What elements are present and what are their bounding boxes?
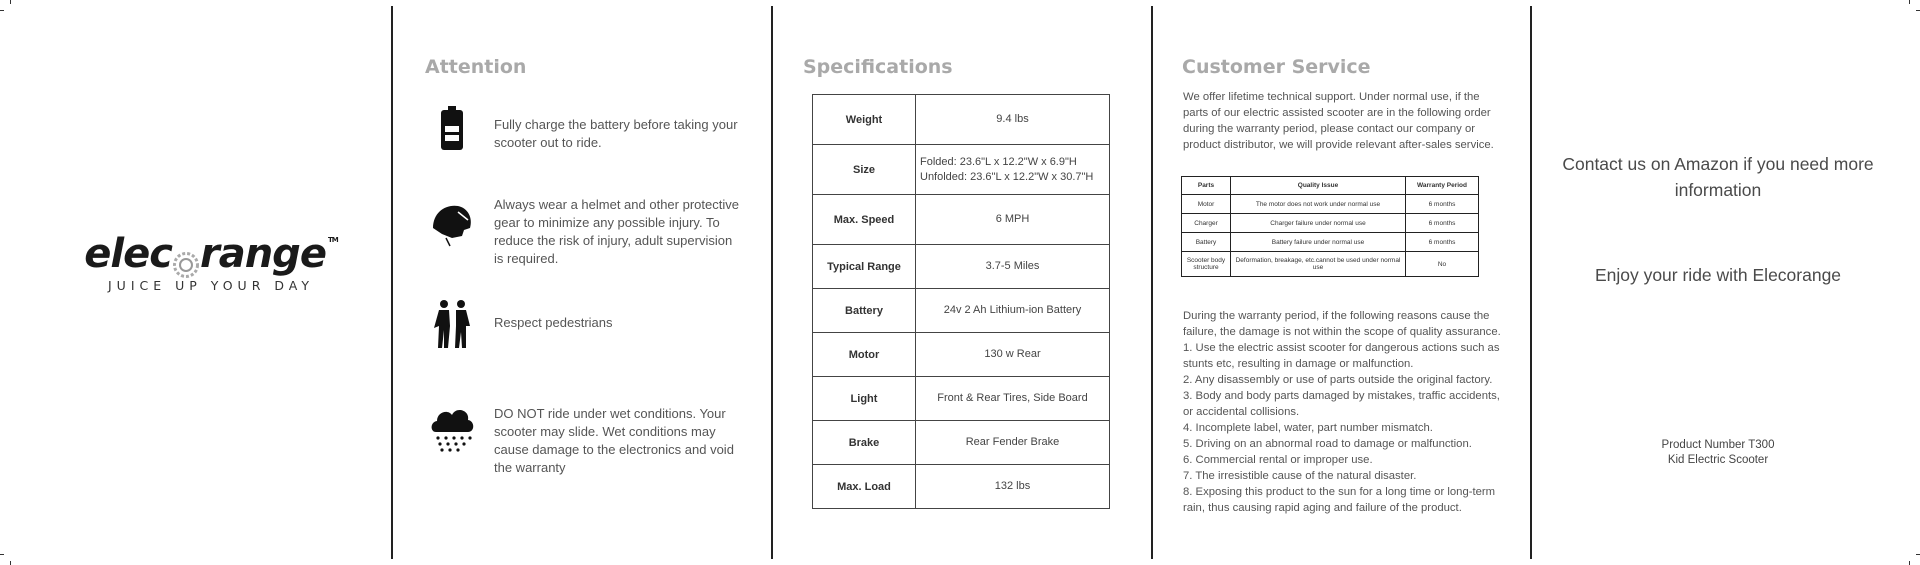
list-item: 1. Use the electric assist scooter for dangerous actions such as stunts etc, resulting in damage or malfunction. (1183, 342, 1500, 370)
table-cell: Scooter body structure (1182, 252, 1231, 277)
spec-value: 9.4 lbs (916, 95, 1110, 145)
panel-divider (1530, 6, 1532, 559)
table-row (813, 145, 1110, 195)
table-cell: No (1406, 252, 1479, 277)
list-item: 6. Commercial rental or improper use. (1183, 454, 1373, 466)
spec-label: Size (813, 145, 916, 195)
crop-mark (10, 561, 11, 565)
table-row (813, 377, 1110, 421)
panel-divider (1151, 6, 1153, 559)
table-header-cell: Parts (1182, 177, 1231, 195)
table-row (813, 195, 1110, 245)
list-item: 8. Exposing this product to the sun for a long time or long-term rain, thus causing rapid aging and failure of the product. (1183, 486, 1496, 514)
attention-item-text: Fully charge the battery before taking your scooter out to ride. (494, 117, 738, 150)
table-cell: 6 months (1406, 195, 1479, 214)
spec-value: Rear Fender Brake (916, 421, 1110, 465)
specifications-table (812, 94, 1110, 509)
product-name: Kid Electric Scooter (1667, 454, 1769, 466)
rain-cloud-icon (428, 400, 476, 452)
table-cell: Deformation, breakage, etc.cannot be used under normal use (1231, 252, 1406, 277)
list-item: 4. Incomplete label, water, part number mismatch. (1183, 422, 1433, 434)
helmet-icon (428, 198, 476, 250)
crop-mark (1916, 10, 1920, 11)
table-row (1182, 214, 1479, 233)
exclusions-intro: During the warranty period, if the following reasons cause the failure, the damage is not within the scope of quality assurance. (1183, 310, 1501, 338)
attention-item-text: Always wear a helmet and other protective gear to minimize any possible injury. To reduce the risk of injury, adult supervision is required. (494, 197, 739, 266)
spec-label: Weight (813, 95, 916, 145)
logo-gear-icon (173, 243, 199, 269)
list-item: 7. The irresistible cause of the natural disaster. (1183, 470, 1417, 482)
spec-label: Light (813, 377, 916, 421)
table-cell: 6 months (1406, 233, 1479, 252)
spec-label: Motor (813, 333, 916, 377)
crop-mark (1909, 0, 1910, 4)
logo-tagline: JUICE UP YOUR DAY (107, 278, 314, 293)
table-row (813, 289, 1110, 333)
spec-value-line: Folded: 23.6"L x 12.2"W x 6.9"H (920, 155, 1077, 168)
table-row (1182, 195, 1479, 214)
table-cell: Charger failure under normal use (1231, 214, 1406, 233)
spec-value: 3.7-5 Miles (916, 245, 1110, 289)
warranty-exclusions (1183, 308, 1503, 516)
table-cell: Battery (1182, 233, 1231, 252)
attention-item-text: Respect pedestrians (494, 315, 613, 330)
spec-value (916, 145, 1110, 195)
crop-mark (0, 554, 4, 555)
spec-value: 132 lbs (916, 465, 1110, 509)
table-row (813, 333, 1110, 377)
panel-divider (391, 6, 393, 559)
spec-label: Max. Load (813, 465, 916, 509)
table-cell: The motor does not work under normal use (1231, 195, 1406, 214)
enjoy-ride-note: Enjoy your ride with Elecorange (1594, 265, 1842, 285)
table-row (1182, 252, 1479, 277)
table-header-row (1182, 177, 1479, 195)
table-row (813, 465, 1110, 509)
spec-label: Typical Range (813, 245, 916, 289)
table-row (1182, 233, 1479, 252)
specifications-title: Specifications (803, 56, 953, 78)
spec-label: Brake (813, 421, 916, 465)
warranty-table (1181, 176, 1479, 277)
spec-label: Battery (813, 289, 916, 333)
table-cell: Battery failure under normal use (1231, 233, 1406, 252)
table-header-cell: Quality Issue (1231, 177, 1406, 195)
table-cell: 6 months (1406, 214, 1479, 233)
spec-value-line: Unfolded: 23.6"L x 12.2"W x 30.7"H (920, 170, 1094, 183)
table-row (813, 95, 1110, 145)
spec-value: 24v 2 Ah Lithium-ion Battery (916, 289, 1110, 333)
table-header-cell: Warranty Period (1406, 177, 1479, 195)
table-cell: Charger (1182, 214, 1231, 233)
spec-value: Front & Rear Tires, Side Board (916, 377, 1110, 421)
list-item: 3. Body and body parts damaged by mistakes, traffic accidents, or accidental collisions. (1183, 390, 1500, 418)
logo-text-left: elec (84, 231, 172, 277)
amazon-contact-note: Contact us on Amazon if you need more information (1562, 154, 1874, 200)
spec-value: 6 MPH (916, 195, 1110, 245)
table-row (813, 245, 1110, 289)
crop-mark (1916, 554, 1920, 555)
product-number: Product Number T300 (1661, 439, 1775, 451)
table-cell: Motor (1182, 195, 1231, 214)
attention-item-text: DO NOT ride under wet conditions. Your scooter may slide. Wet conditions may cause damage to the electronics and void the warranty (494, 406, 734, 475)
logo-trademark: TM (327, 236, 338, 244)
crop-mark (0, 10, 4, 11)
attention-title: Attention (425, 56, 527, 78)
customer-service-intro: We offer lifetime technical support. Under normal use, if the parts of our electric assisted scooter are in the following order during the warranty period, please contact our company or product distributor, we will provide relevant after-sales service. (1183, 91, 1494, 151)
list-item: 5. Driving on an abnormal road to damage or malfunction. (1183, 438, 1472, 450)
logo-text-right: range (199, 231, 326, 277)
battery-icon (428, 102, 476, 154)
spec-value: 130 w Rear (916, 333, 1110, 377)
crop-mark (10, 0, 11, 4)
spec-label: Max. Speed (813, 195, 916, 245)
logo-wordmark (84, 231, 338, 277)
pedestrians-icon (428, 298, 476, 350)
table-row (813, 421, 1110, 465)
panel-divider (771, 6, 773, 559)
crop-mark (1909, 561, 1910, 565)
list-item: 2. Any disassembly or use of parts outside the original factory. (1183, 374, 1493, 386)
customer-service-title: Customer Service (1182, 56, 1371, 78)
brand-logo (84, 231, 338, 293)
